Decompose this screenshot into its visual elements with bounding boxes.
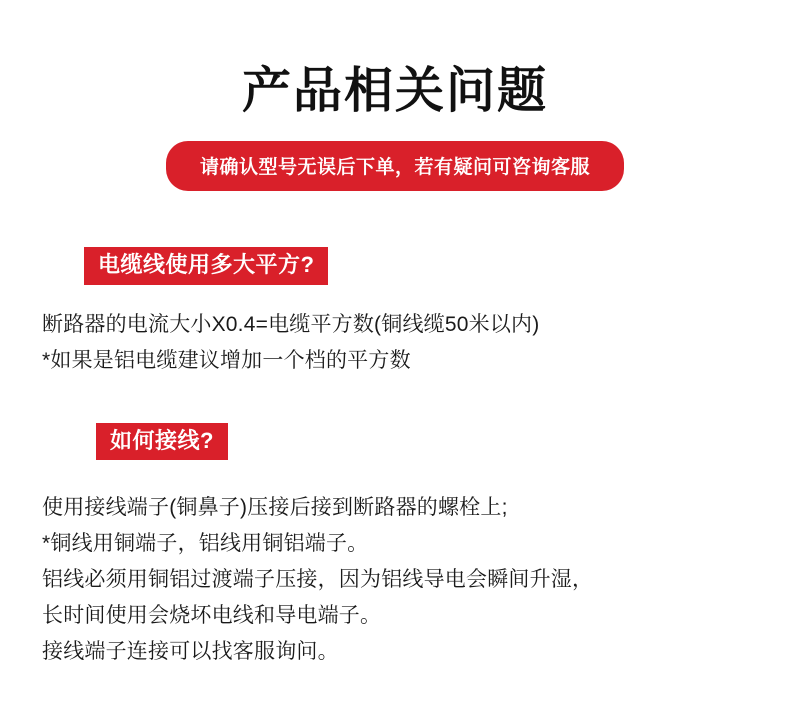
page-title: 产品相关问题	[241, 64, 548, 118]
notice-banner-container	[0, 141, 790, 191]
section-heading-container-2	[96, 423, 790, 460]
section-heading-container-1	[84, 247, 790, 284]
section-heading-wiring: 如何接线?	[96, 423, 228, 460]
faq-section-cable-size	[0, 247, 790, 378]
body-line: 使用接线端子(铜鼻子)压接后接到断路器的螺栓上;	[42, 496, 508, 520]
body-line: *如果是铝电缆建议增加一个档的平方数	[42, 348, 411, 372]
section-body-cable-size	[42, 307, 790, 379]
body-line: 断路器的电流大小X0.4=电缆平方数(铜线缆50米以内)	[42, 312, 540, 336]
body-line: *铜线用铜端子，铝线用铜铝端子。	[42, 532, 369, 556]
faq-section-wiring	[0, 423, 790, 670]
body-line: 接线端子连接可以找客服询问。	[42, 640, 339, 664]
body-line: 长时间使用会烧坏电线和导电端子。	[42, 604, 382, 628]
notice-banner: 请确认型号无误后下单，若有疑问可咨询客服	[166, 141, 624, 191]
section-body-wiring	[42, 490, 790, 670]
section-heading-cable-size: 电缆线使用多大平方?	[84, 247, 328, 284]
body-line: 铝线必须用铜铝过渡端子压接，因为铝线导电会瞬间升湿，	[42, 568, 594, 592]
